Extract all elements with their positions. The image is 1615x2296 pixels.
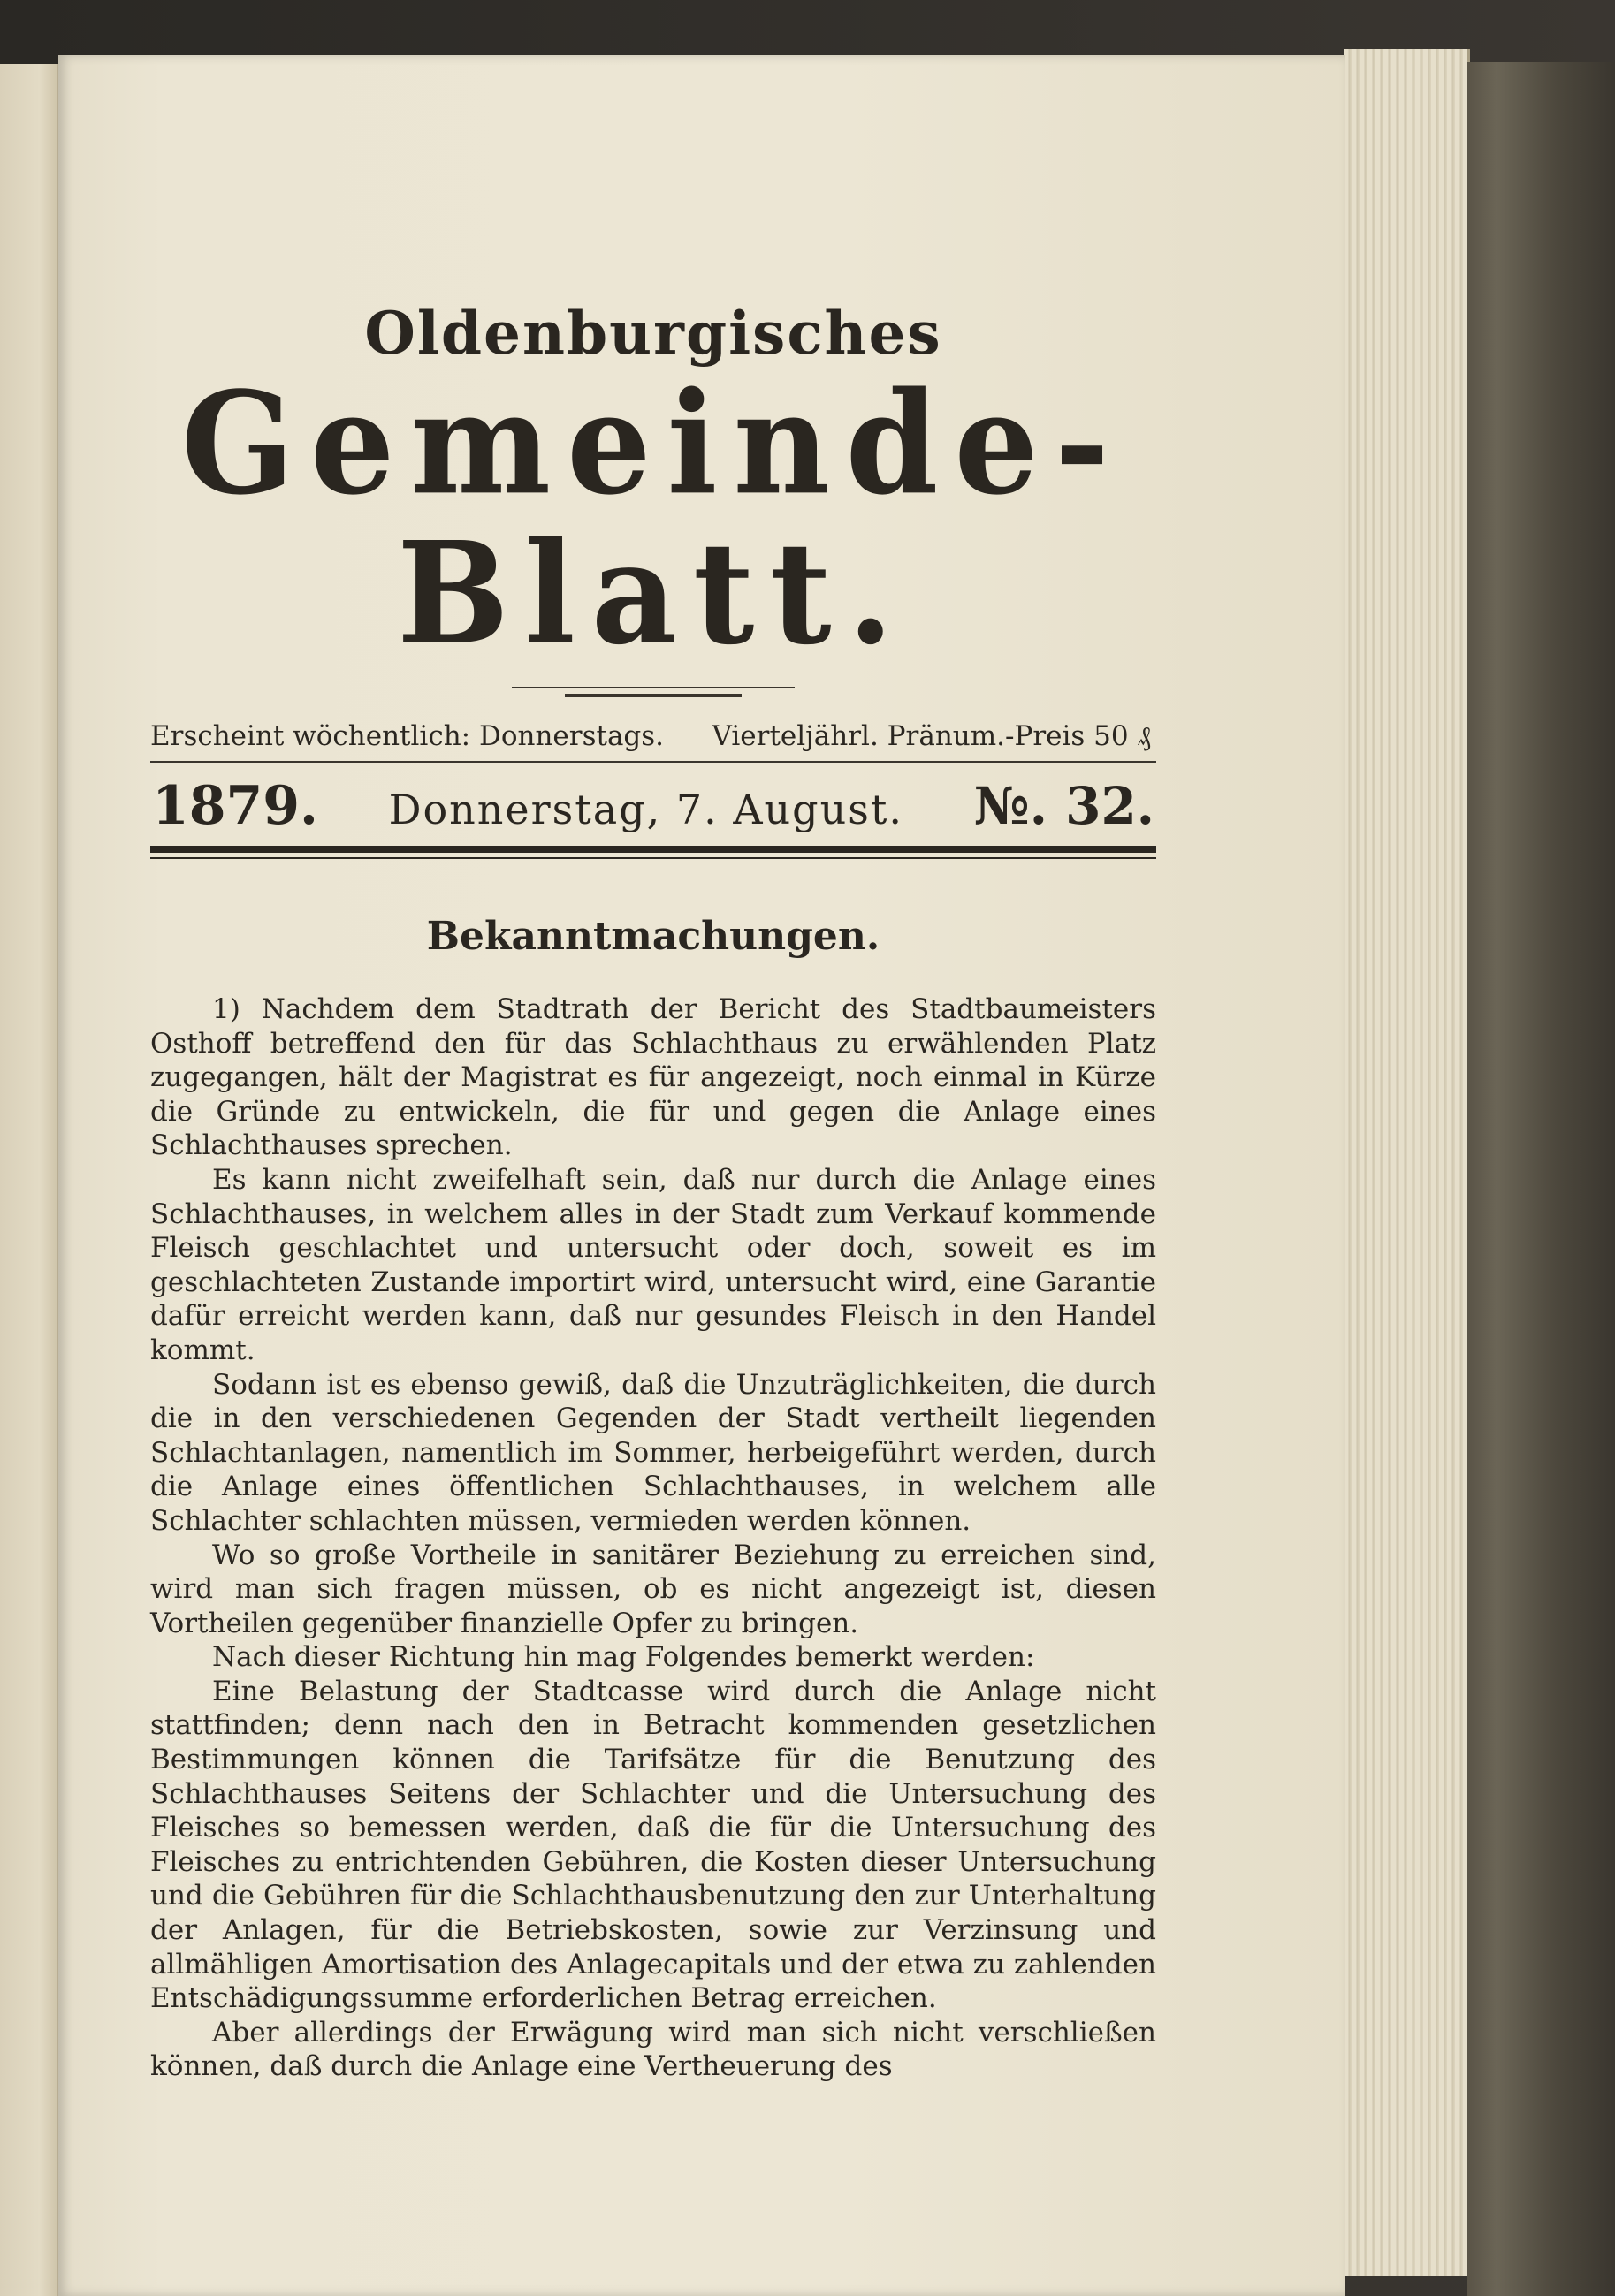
masthead-title-small: Oldenburgisches xyxy=(364,299,942,368)
book-binding xyxy=(1467,62,1615,2296)
facing-page-edge xyxy=(0,64,58,2296)
article-paragraph: Wo so große Vortheile in sanitärer Beziehung zu erreichen sind, wird man sich fragen müssen, ob es nicht angezeigt ist, diesen Vortheilen gegenüber finanzielle Opfer zu bringen. xyxy=(150,1539,1156,1639)
article-paragraph: Es kann nicht zweifelhaft sein, daß nur durch die Anlage eines Schlachthauses, in welchem alles in der Stadt zum Verkauf kommende Fleisch geschlachtet und untersucht oder doch, soweit es im geschlachteten Zustande importirt wird, untersucht wird, eine Garantie dafür erreicht werden kann, daß nur gesundes Fleisch in den Handel kommt. xyxy=(150,1163,1156,1366)
article-paragraph: Aber allerdings der Erwägung wird man sich nicht verschließen können, daß durch die Anlage eine Vertheuerung des xyxy=(150,2016,1156,2083)
page-edges xyxy=(1344,49,1470,2276)
thin-rule xyxy=(150,761,1156,763)
publication-frequency: Erscheint wöchentlich: Donnerstags. xyxy=(150,720,665,752)
heavy-rule xyxy=(150,846,1156,853)
article-paragraph: 1) Nachdem dem Stadtrath der Bericht des Stadtbaumeisters Osthoff betreffend den für das Schlachthaus zu erwählenden Platz zugegangen, hält der Magistrat es für angezeigt, noch einmal in Kürze die Gründe zu entwickeln, die für und gegen die Anlage eines Schlachthauses sprechen. xyxy=(150,993,1156,1162)
masthead-title-big: Gemeinde-Blatt. xyxy=(180,361,1126,677)
subscription-price: Vierteljährl. Pränum.-Preis 50 ₰ xyxy=(712,720,1151,752)
issue-number: №. 32. xyxy=(973,776,1154,836)
page-content xyxy=(150,298,1156,2084)
newspaper-page xyxy=(58,55,1345,2296)
section-heading: Bekanntmachungen. xyxy=(426,914,880,959)
article-paragraph: Sodann ist es ebenso gewiß, daß die Unzuträglichkeiten, die durch die in den verschiedenen Gegenden der Stadt vertheilt liegenden Schlachtanlagen, namentlich im Sommer, herbeigeführt werden, durch die Anlage eines öffentlichen Schlachthauses, in welchem alle Schlachter schlachten müssen, vermieden werden können. xyxy=(150,1368,1156,1537)
issue-date: Donnerstag, 7. August. xyxy=(388,786,903,833)
light-rule xyxy=(150,857,1156,859)
masthead-subinfo xyxy=(150,720,1156,752)
article-paragraph: Eine Belastung der Stadtcasse wird durch die Anlage nicht stattfinden; denn nach den in Betracht kommenden gesetzlichen Bestimmungen können die Tarifsätze für die Benutzung des Schlachthauses Seitens der Schlachter und die Untersuchung des Fleisches so bemessen werden, daß die für die Untersuchung des Fleisches zu entrichtenden Gebühren, die Kosten dieser Untersuchung und die Gebühren für die Schlachthausbenutzung den zur Unterhaltung der Anlagen, für die Betriebskosten, sowie zur Verzinsung und allmähligen Amortisation des Anlagecapitals und der etwa zu zahlenden Entschädigungssumme erforderlichen Betrag erreichen. xyxy=(150,1675,1156,2015)
article-paragraph: Nach dieser Richtung hin mag Folgendes bemerkt werden: xyxy=(212,1641,1035,1674)
article-body xyxy=(150,992,1156,2084)
issue-year: 1879. xyxy=(152,775,318,837)
issue-line xyxy=(150,775,1156,837)
masthead-ornament xyxy=(512,683,795,701)
